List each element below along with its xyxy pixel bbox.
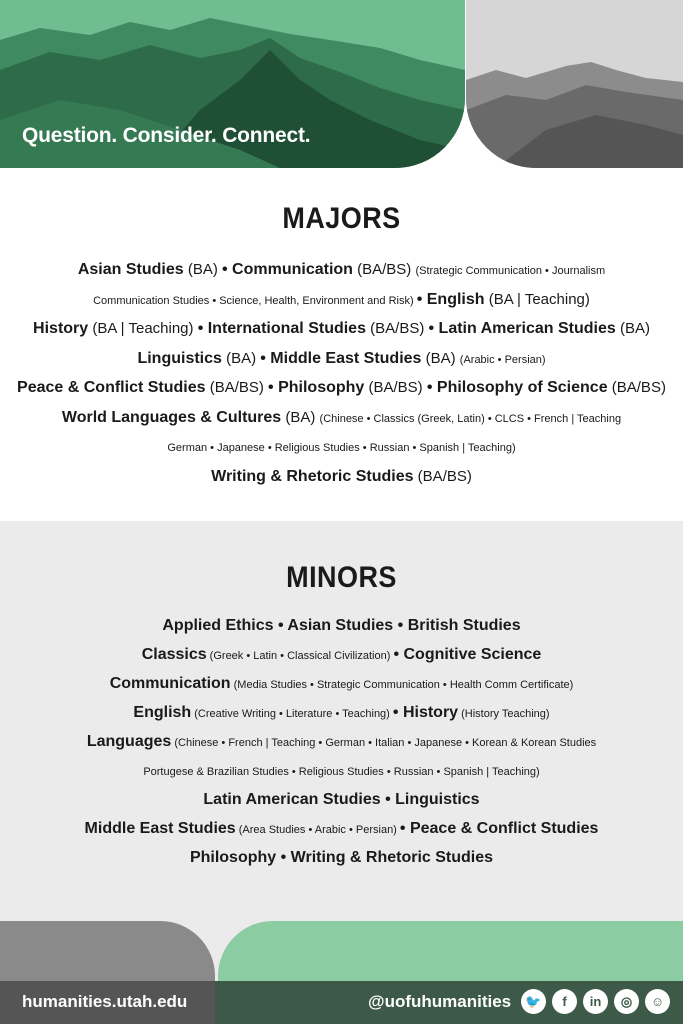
majors-section (0, 168, 683, 521)
program-detail: German • Japanese • Religious Studies • Russian • Spanish | Teaching) (167, 442, 516, 454)
minors-line (0, 733, 683, 751)
program-detail: (BA) (183, 261, 222, 278)
program-name: • Latin American Studies (428, 320, 616, 337)
majors-title: MAJORS (282, 202, 401, 235)
program-name: Latin American Studies • Linguistics (203, 791, 480, 808)
minors-line (0, 646, 683, 664)
majors-line (0, 350, 683, 368)
footer (0, 921, 683, 1024)
program-name: Languages (86, 733, 172, 750)
twitter-icon[interactable]: 🐦 (521, 989, 546, 1014)
tagline: Question. Consider. Connect. (22, 124, 311, 147)
program-name: Linguistics (137, 349, 222, 367)
program-detail: (BA) (421, 349, 460, 367)
majors-line (0, 261, 683, 279)
program-detail: (Chinese • Classics (Greek, Latin) • CLCS • French | Teaching (319, 412, 622, 425)
program-name: • Peace & Conflict Studies (399, 820, 599, 837)
majors-line (0, 291, 683, 309)
program-name: Applied Ethics • Asian Studies • British Studies (162, 617, 521, 634)
minors-line (0, 820, 683, 838)
program-name: World Languages & Cultures (61, 408, 282, 426)
header-banner (0, 0, 683, 168)
program-detail: (Media Studies • Strategic Communication • Health Comm Certificate) (230, 679, 574, 691)
facebook-icon[interactable]: f (552, 989, 577, 1014)
program-name: • Cognitive Science (393, 646, 542, 663)
program-detail: (BA) (221, 349, 261, 367)
footer-accent-green (218, 921, 683, 981)
minors-section (0, 521, 683, 921)
program-name: Philosophy • Writing & Rhetoric Studies (189, 849, 494, 866)
program-name: • English (416, 290, 485, 308)
program-name: • Philosophy of Science (426, 379, 608, 396)
minors-line (0, 849, 683, 867)
program-name: • International Studies (197, 320, 366, 337)
footer-texture-gray (0, 921, 215, 981)
program-name: • Philosophy (268, 379, 365, 396)
program-detail: (BA) (281, 408, 320, 426)
website-link[interactable]: humanities.utah.edu (22, 992, 188, 1011)
snapchat-icon[interactable]: ☺ (645, 989, 670, 1014)
program-detail: (BA) (615, 320, 650, 337)
majors-line (0, 320, 683, 338)
program-detail: (BA | Teaching) (88, 320, 198, 337)
minors-line (0, 675, 683, 693)
mountain-photo-gray (466, 0, 683, 168)
mountain-photo-green (0, 0, 465, 168)
program-detail: (Chinese • French | Teaching • German • Italian • Japanese • Korean & Korean Studies (171, 737, 597, 749)
minors-line (0, 791, 683, 809)
program-name: Middle East Studies (84, 820, 236, 837)
program-name: • Communication (222, 261, 353, 278)
program-detail: (Strategic Communication • Journalism (415, 265, 606, 277)
program-name: Classics (141, 646, 207, 663)
program-detail: (BA/BS) (364, 379, 427, 396)
program-detail: (BA/BS) (607, 379, 666, 396)
program-name: Asian Studies (77, 261, 184, 278)
program-detail: (Greek • Latin • Classical Civilization) (206, 650, 394, 662)
program-detail: (BA/BS) (365, 320, 429, 337)
program-name: Peace & Conflict Studies (17, 379, 206, 396)
social-handle[interactable]: @uofuhumanities (368, 992, 512, 1011)
majors-line (0, 468, 683, 486)
program-name: • History (392, 704, 459, 721)
instagram-icon[interactable]: ◎ (614, 989, 639, 1014)
program-detail: (BA | Teaching) (484, 290, 590, 308)
majors-line (0, 379, 683, 397)
program-detail: (BA/BS) (352, 261, 416, 278)
program-detail: (BA/BS) (413, 467, 472, 485)
program-detail: Communication Studies • Science, Health, Environment and Risk) (93, 294, 417, 307)
program-detail: (BA/BS) (205, 379, 269, 396)
program-name: • Middle East Studies (260, 349, 422, 367)
program-name: History (33, 320, 89, 337)
minors-line (0, 617, 683, 635)
program-name: Writing & Rhetoric Studies (211, 467, 414, 485)
linkedin-icon[interactable]: in (583, 989, 608, 1014)
program-detail: Portugese & Brazilian Studies • Religious Studies • Russian • Spanish | Teaching) (143, 766, 540, 778)
program-name: English (133, 704, 192, 721)
majors-line (0, 438, 683, 456)
minors-line (0, 762, 683, 780)
program-detail: (History Teaching) (458, 708, 550, 720)
program-detail: (Arabic • Persian) (459, 353, 546, 366)
minors-title: MINORS (286, 561, 397, 594)
program-detail: (Area Studies • Arabic • Persian) (235, 824, 400, 836)
program-name: Communication (109, 675, 231, 692)
minors-line (0, 704, 683, 722)
majors-line (0, 409, 683, 427)
program-detail: (Creative Writing • Literature • Teaching) (191, 708, 393, 720)
